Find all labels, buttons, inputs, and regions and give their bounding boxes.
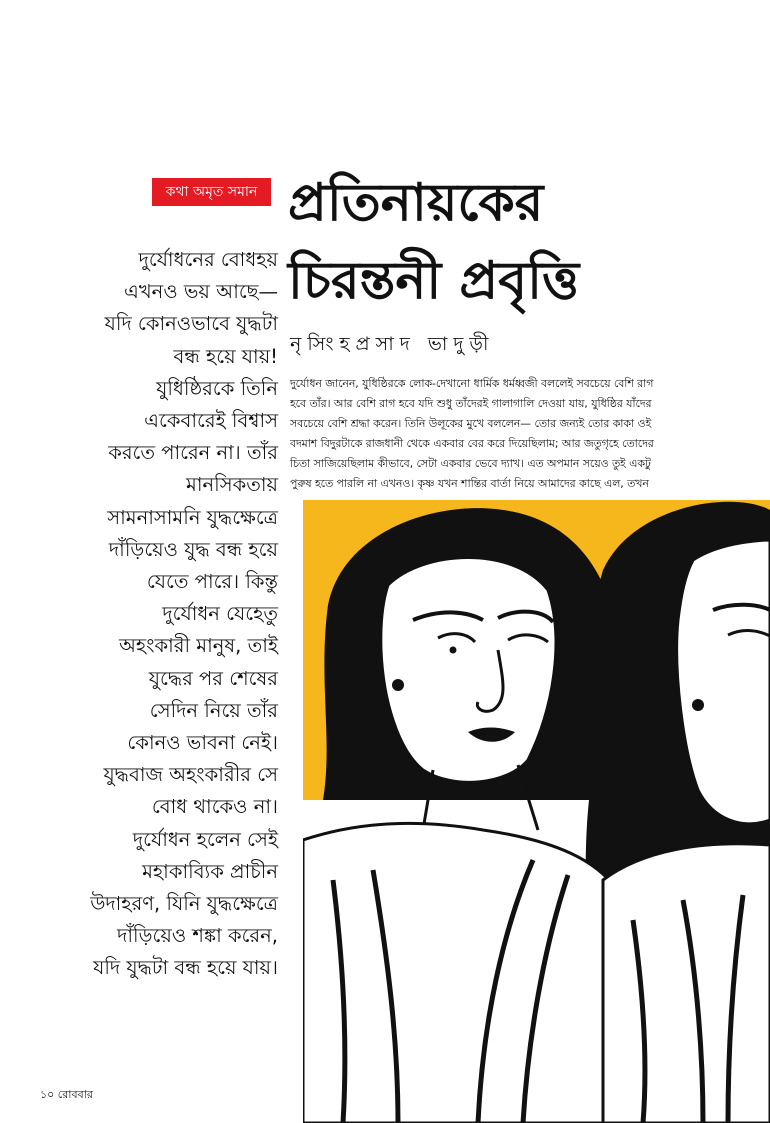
pull-quote-line: এখনও ভয় আছে— [124, 280, 278, 304]
title-line-1: প্রতিনায়কের [288, 173, 544, 233]
body-line: হবে তাঁর। আর বেশি রাগ হবে যদি শুধু তাঁদেরই গালাগালি দেওয়া যায়, যুধিষ্ঠির যাঁদের [290, 397, 652, 410]
pull-quote-line: দাঁড়িয়েও যুদ্ধ বন্ধ হয়ে [108, 537, 278, 561]
illustration [303, 500, 770, 1123]
pull-quote-line: সেদিন নিয়ে তাঁর [149, 698, 278, 722]
pull-quote-line: করতে পারেন না। তাঁর [108, 441, 278, 465]
pull-quote-line: বোধ থাকেও না। [151, 795, 278, 819]
pull-quote-line: দুর্যোধন যেহেতু [162, 602, 278, 626]
body-line: পুরুষ হতে পারলি না এখনও। কৃষ্ণ যখন শান্তির বার্তা নিয়ে আমাদের কাছে এল, তখন [290, 477, 649, 490]
title-line-2: চিরন্তনী প্রবৃত্তি [288, 251, 580, 311]
pull-quote-line: বন্ধ হয়ে যায়! [173, 344, 278, 368]
body-line: দুর্যোধন জানেন, যুধিষ্ঠিরকে লোক-দেখানো ধার্মিক ধর্মধ্বজী বললেই সবচেয়ে বেশি রাগ [290, 377, 654, 390]
page-footer: ১০ রোববার [40, 1088, 93, 1101]
pull-quote-line: অহংকারী মানুষ, তাই [118, 634, 278, 658]
back-figure-body [603, 844, 770, 1123]
pull-quote-line: কোনও ভাবনা নেই। [127, 731, 278, 755]
back-figure-earring [692, 699, 704, 711]
body-line: সবচেয়ে বেশি শ্রদ্ধা করেন। তিনি উলূকের মুখে বললেন— তোর জন্যই তোর কাকা ওই [290, 417, 652, 430]
pull-quote-line: যুদ্ধের পর শেষের [148, 666, 278, 690]
pull-quote-line: উদাহরণ, যিনি যুদ্ধক্ষেত্রে [90, 892, 278, 916]
front-figure-eye-dot [450, 647, 457, 654]
article-title [288, 164, 758, 320]
article-body [290, 374, 760, 494]
front-figure-earring [392, 679, 404, 691]
author-byline: নৃসিংহপ্রসাদ ভাদুড়ী [290, 333, 495, 355]
pull-quote-line: যেতে পারে। কিন্তু [146, 570, 278, 594]
front-figure-body [303, 823, 623, 1123]
pull-quote-line: যুধিষ্ঠিরকে তিনি [156, 376, 278, 400]
pull-quote-line: যদি যুদ্ধটা বন্ধ হয়ে যায়। [93, 956, 278, 980]
pull-quote-line: দাঁড়িয়েও শঙ্কা করেন, [117, 924, 278, 948]
pull-quote-line: যুদ্ধবাজ অহংকারীর সে [103, 763, 278, 787]
front-figure-face [381, 558, 556, 783]
pull-quote-line: একেবারেই বিশ্বাস [144, 409, 278, 433]
pull-quote-line: সামনাসামনি যুদ্ধক্ষেত্রে [107, 505, 278, 529]
pull-quote [40, 244, 278, 985]
section-tag: কথা অমৃত সমান [152, 178, 271, 206]
body-line: চিতা সাজিয়েছিলাম কীভাবে, সেটা একবার ভেবে দ্যাখ। এত অপমান সয়েও তুই একটু [290, 457, 651, 470]
pull-quote-line: যদি কোনওভাবে যুদ্ধটা [104, 312, 278, 336]
pull-quote-line: দুর্যোধনের বোধহয় [138, 248, 278, 271]
pull-quote-line: মানসিকতায় [186, 473, 278, 497]
pull-quote-line: দুর্যোধন হলেন সেই [132, 827, 278, 851]
body-line: বদমাশ বিদুরটাকে রাজধানী থেকে একবার বের করে দিয়েছিলাম; আর জতুগৃহে তোদের [290, 437, 654, 450]
pull-quote-line: মহাকাব্যিক প্রাচীন [142, 859, 278, 883]
